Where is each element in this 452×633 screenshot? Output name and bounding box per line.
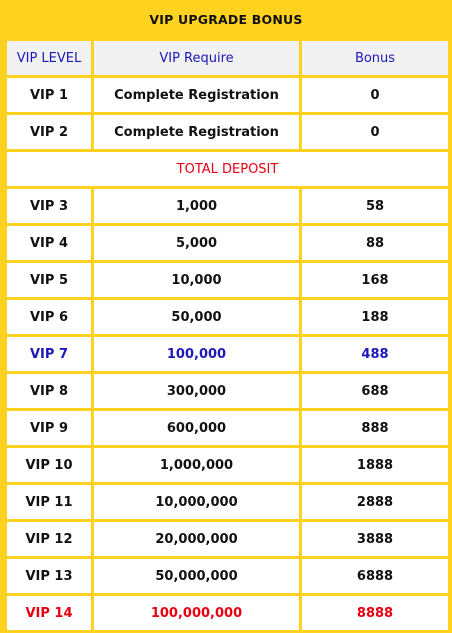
table-row — [7, 411, 448, 445]
cell-level: VIP 3 — [7, 189, 91, 223]
cell-bonus: 168 — [302, 263, 448, 297]
header-vip-level: VIP LEVEL — [7, 41, 91, 75]
cell-bonus: 2888 — [302, 485, 448, 519]
table-row — [7, 485, 448, 519]
cell-require: 20,000,000 — [94, 522, 299, 556]
table-row — [7, 78, 448, 112]
cell-level: VIP 12 — [7, 522, 91, 556]
cell-require: 10,000,000 — [94, 485, 299, 519]
cell-bonus: 0 — [302, 115, 448, 149]
cell-level: VIP 4 — [7, 226, 91, 260]
cell-level: VIP 7 — [7, 337, 91, 371]
cell-require: 5,000 — [94, 226, 299, 260]
cell-bonus: 488 — [302, 337, 448, 371]
table-row — [7, 374, 448, 408]
cell-require: 100,000 — [94, 337, 299, 371]
vip-table — [4, 38, 451, 633]
cell-require: 300,000 — [94, 374, 299, 408]
cell-level: VIP 8 — [7, 374, 91, 408]
section-total-deposit: TOTAL DEPOSIT — [7, 152, 448, 186]
cell-level: VIP 9 — [7, 411, 91, 445]
table-row — [7, 115, 448, 149]
cell-level: VIP 6 — [7, 300, 91, 334]
section-row — [7, 152, 448, 186]
cell-require: 1,000,000 — [94, 448, 299, 482]
cell-level: VIP 1 — [7, 78, 91, 112]
cell-require: Complete Registration — [94, 115, 299, 149]
header-vip-require: VIP Require — [94, 41, 299, 75]
header-bonus: Bonus — [302, 41, 448, 75]
cell-bonus: 1888 — [302, 448, 448, 482]
cell-level: VIP 2 — [7, 115, 91, 149]
cell-bonus: 888 — [302, 411, 448, 445]
table-row — [7, 300, 448, 334]
table-row — [7, 559, 448, 593]
cell-bonus: 188 — [302, 300, 448, 334]
table-row-highlight-blue — [7, 337, 448, 371]
cell-require: Complete Registration — [94, 78, 299, 112]
panel-title: VIP UPGRADE BONUS — [149, 11, 303, 27]
cell-level: VIP 11 — [7, 485, 91, 519]
cell-bonus: 0 — [302, 78, 448, 112]
cell-require: 600,000 — [94, 411, 299, 445]
cell-level: VIP 10 — [7, 448, 91, 482]
table-row — [7, 189, 448, 223]
cell-bonus: 58 — [302, 189, 448, 223]
table-row — [7, 522, 448, 556]
cell-bonus: 6888 — [302, 559, 448, 593]
cell-bonus: 88 — [302, 226, 448, 260]
cell-bonus: 688 — [302, 374, 448, 408]
cell-require: 50,000,000 — [94, 559, 299, 593]
cell-bonus: 8888 — [302, 596, 448, 630]
cell-require: 1,000 — [94, 189, 299, 223]
cell-level: VIP 5 — [7, 263, 91, 297]
table-row — [7, 226, 448, 260]
table-row — [7, 263, 448, 297]
table-row-highlight-red — [7, 596, 448, 630]
table-row — [7, 448, 448, 482]
cell-require: 100,000,000 — [94, 596, 299, 630]
cell-require: 10,000 — [94, 263, 299, 297]
cell-require: 50,000 — [94, 300, 299, 334]
cell-level: VIP 14 — [7, 596, 91, 630]
cell-level: VIP 13 — [7, 559, 91, 593]
header-row — [7, 41, 448, 75]
cell-bonus: 3888 — [302, 522, 448, 556]
